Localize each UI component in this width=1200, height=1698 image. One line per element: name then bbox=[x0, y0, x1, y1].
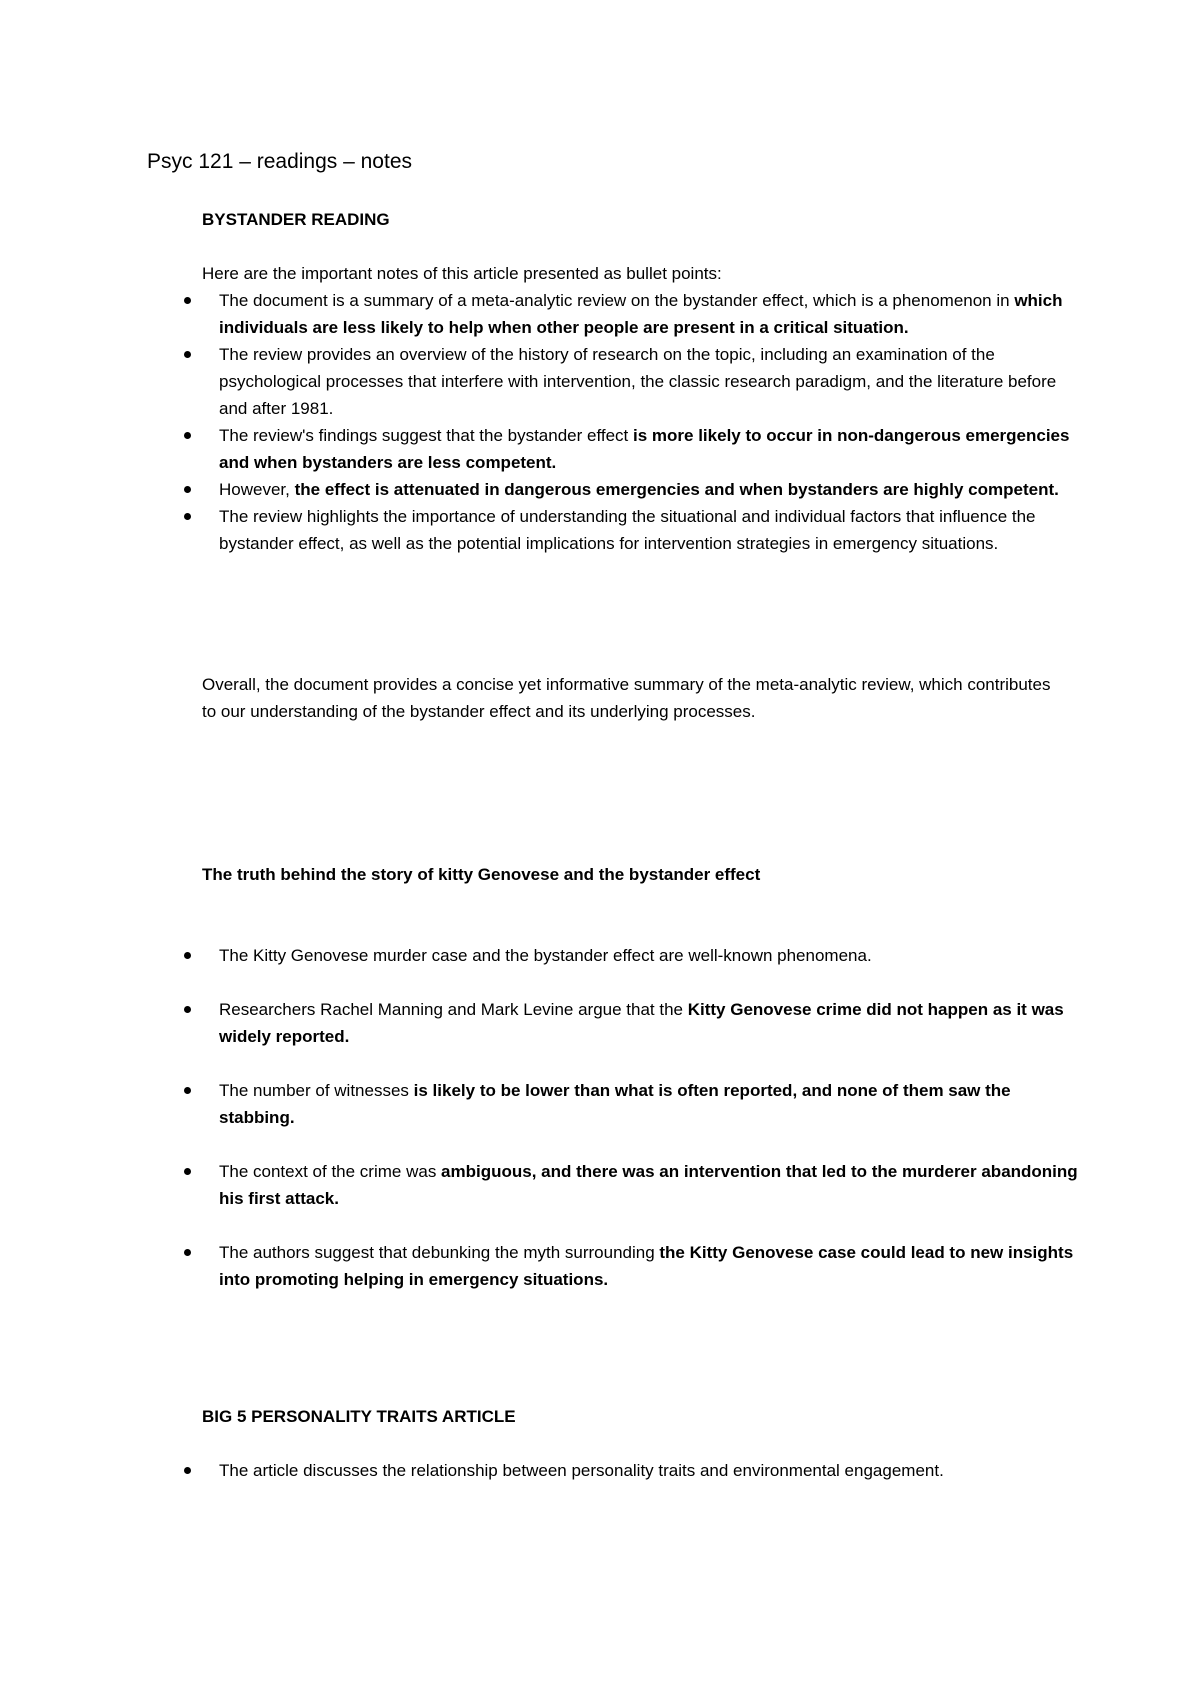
bystander-bullet-list bbox=[184, 287, 1084, 557]
bullet-point-icon bbox=[184, 952, 191, 959]
bold-text: the Kitty Genovese case could lead to new insights into promoting helping in emergency situations. bbox=[219, 1243, 1074, 1289]
text-run: The authors suggest that debunking the myth surrounding bbox=[219, 1243, 660, 1262]
bullet-point-icon bbox=[184, 297, 191, 304]
bullet-item bbox=[184, 503, 1084, 557]
text-run: The review's findings suggest that the bystander effect bbox=[219, 426, 634, 445]
text-run: The Kitty Genovese murder case and the bystander effect are well-known phenomena. bbox=[219, 946, 872, 965]
section-title-kitty-genovese: The truth behind the story of kitty Genovese and the bystander effect bbox=[202, 865, 761, 884]
text-run: The review provides an overview of the history of research on the topic, including an examination of the psychological processes that interfere with intervention, the classic research paradigm, and the literature before and after 1981. bbox=[219, 345, 1057, 418]
bullet-item bbox=[184, 1457, 1084, 1484]
bold-text: is likely to be lower than what is often reported, and none of them saw the stabbing. bbox=[219, 1081, 1011, 1127]
bullet-item bbox=[184, 287, 1084, 341]
bullet-point-icon bbox=[184, 432, 191, 439]
text-run: The context of the crime was bbox=[219, 1162, 442, 1181]
bullet-point-icon bbox=[184, 1087, 191, 1094]
bullet-point-icon bbox=[184, 1168, 191, 1175]
bullet-point-icon bbox=[184, 1249, 191, 1256]
bold-text: the effect is attenuated in dangerous emergencies and when bystanders are highly competent. bbox=[294, 480, 1059, 499]
bullet-point-icon bbox=[184, 1467, 191, 1474]
section-intro: Here are the important notes of this article presented as bullet points: bbox=[202, 264, 722, 283]
bullet-item bbox=[184, 1158, 1084, 1212]
genovese-bullet-list bbox=[184, 942, 1084, 1320]
bullet-item bbox=[184, 422, 1084, 476]
bold-text: Kitty Genovese crime did not happen as it was widely reported. bbox=[219, 1000, 1064, 1046]
bullet-item bbox=[184, 341, 1084, 422]
text-run: The review highlights the importance of understanding the situational and individual factors that influence the bystander effect, as well as the potential implications for intervention strategies in emergency situations. bbox=[219, 507, 1036, 553]
text-run: The document is a summary of a meta-analytic review on the bystander effect, which is a phenomenon in bbox=[219, 291, 1015, 310]
bullet-item bbox=[184, 942, 1084, 969]
section-title-big-5: BIG 5 PERSONALITY TRAITS ARTICLE bbox=[202, 1407, 516, 1426]
section-closing-paragraph: Overall, the document provides a concise yet informative summary of the meta-analytic review, which contributes to our understanding of the bystander effect and its underlying processes. bbox=[202, 675, 1051, 721]
bullet-point-icon bbox=[184, 1006, 191, 1013]
bold-text: which individuals are less likely to help when other people are present in a critical situation. bbox=[219, 291, 1063, 337]
text-run: The number of witnesses bbox=[219, 1081, 414, 1100]
bullet-point-icon bbox=[184, 486, 191, 493]
bullet-item bbox=[184, 1239, 1084, 1293]
bullet-item bbox=[184, 1077, 1084, 1131]
section-title-bystander-reading: BYSTANDER READING bbox=[202, 210, 390, 229]
bullet-point-icon bbox=[184, 351, 191, 358]
bullet-item bbox=[184, 476, 1084, 503]
big5-bullet-list bbox=[184, 1457, 1084, 1484]
bullet-point-icon bbox=[184, 513, 191, 520]
text-run: Researchers Rachel Manning and Mark Levine argue that the bbox=[219, 1000, 688, 1019]
bullet-item bbox=[184, 996, 1084, 1050]
document-title: Psyc 121 – readings – notes bbox=[147, 150, 413, 173]
text-run: However, bbox=[219, 480, 295, 499]
bold-text: ambiguous, and there was an intervention that led to the murderer abandoning his first attack. bbox=[219, 1162, 1078, 1208]
bold-text: is more likely to occur in non-dangerous emergencies and when bystanders are less competent. bbox=[219, 426, 1070, 472]
text-run: The article discusses the relationship between personality traits and environmental engagement. bbox=[219, 1461, 944, 1480]
